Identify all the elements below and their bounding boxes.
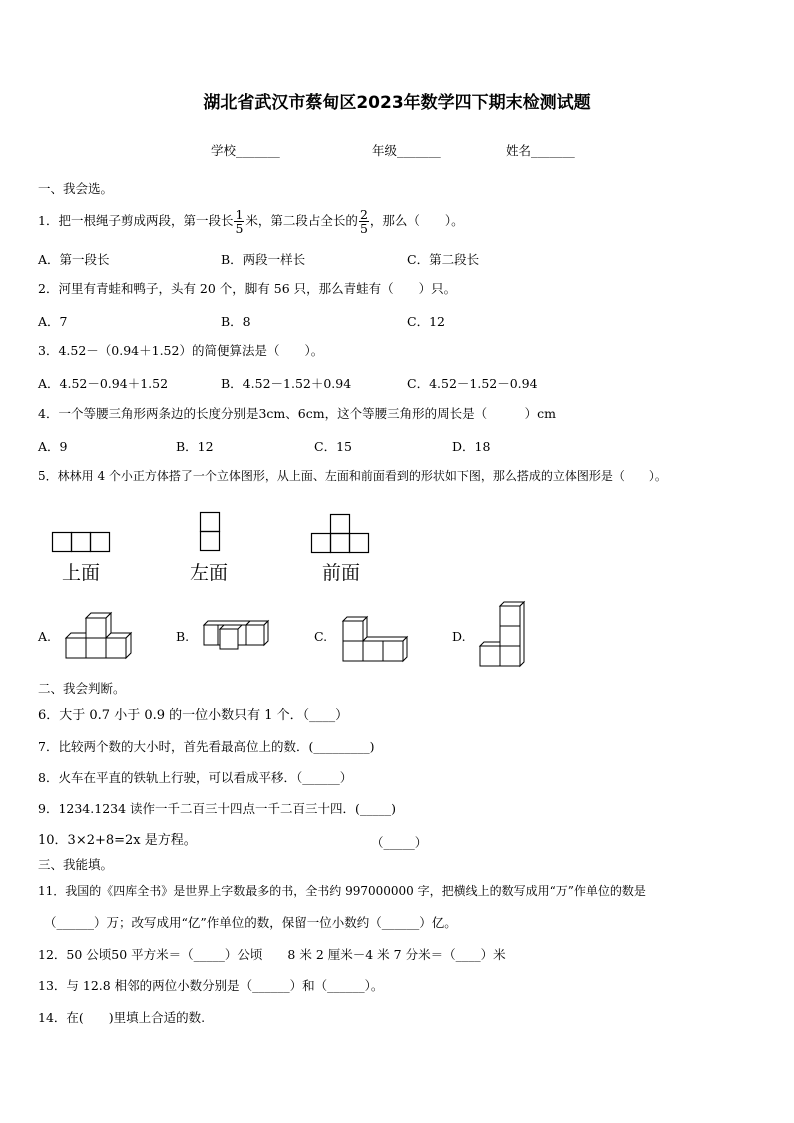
question-1 [38,204,464,238]
school-field[interactable]: 学校_______ [211,143,280,158]
question-9: 9．1234.1234 读作一千二百三十四点一千二百三十四．(_____) [38,801,397,816]
q5-option-a-label[interactable]: A. [38,629,52,644]
q4-option-a[interactable]: A．9 [38,439,68,454]
top-view-diagram [52,532,112,552]
question-11-line-1: 11．我国的《四库全书》是世界上字数最多的书，全书约 997000000 字，把横线上的数写成用“万”作单位的数是 [38,884,646,898]
question-4: 4．一个等腰三角形两条边的长度分别是3cm、6cm，这个等腰三角形的周长是（ ）cm [38,406,556,421]
section-3-heading: 三、我能填。 [38,857,114,872]
q2-option-c[interactable]: C．12 [407,314,445,329]
q5-option-d-label[interactable]: D. [452,629,466,644]
q3-option-b[interactable]: B．4.52－1.52＋0.94 [221,376,352,391]
left-view-label: 左面 [190,562,229,584]
question-7: 7．比较两个数的大小时，首先看最高位上的数．(_________) [38,739,375,754]
cube-figure-a[interactable] [62,613,132,659]
top-view-label: 上面 [62,562,101,584]
question-10: 10．3×2+8=2x 是方程。 [38,833,197,848]
q2-option-b[interactable]: B．8 [221,314,251,329]
question-3: 3．4.52－（0.94＋1.52）的简便算法是（ ）。 [38,343,324,358]
question-5: 5．林林用 4 个小正方体搭了一个立体图形，从上面、左面和前面看到的形状如下图，那么搭成的立体图形是（ ）。 [38,469,667,483]
question-10-blank[interactable]: （_____） [371,835,428,850]
question-2: 2．河里有青蛙和鸭子，头有 20 个，脚有 56 只，那么青蛙有（ ）只。 [38,281,457,296]
page-title: 湖北省武汉市蔡甸区2023年数学四下期末检测试题 [203,93,591,113]
q4-option-c[interactable]: C．15 [314,439,352,454]
q4-option-b[interactable]: B．12 [176,439,214,454]
front-view-diagram [311,514,371,554]
section-2-heading: 二、我会判断。 [38,681,126,696]
left-view-diagram [200,512,220,552]
q5-option-b-label[interactable]: B. [176,629,190,644]
section-1-heading: 一、我会选。 [38,181,114,196]
q3-option-a[interactable]: A．4.52－0.94＋1.52 [38,376,169,391]
cube-figure-d[interactable] [479,602,527,668]
question-14: 14．在( )里填上合适的数. [38,1010,206,1025]
question-8: 8．火车在平直的铁轨上行驶，可以看成平移．（______） [38,770,353,785]
front-view-label: 前面 [322,562,361,584]
name-field[interactable]: 姓名_______ [506,143,575,158]
grade-field[interactable]: 年级_______ [372,143,441,158]
fraction-2-5: $\frac{2}{5}$ [359,207,368,236]
q1-option-b[interactable]: B．两段一样长 [221,252,306,267]
q1-option-c[interactable]: C．第二段长 [407,252,480,267]
q1-text-a: 1．把一根绳子剪成两段，第一段长 [38,213,234,228]
fraction-1-5: $\frac{1}{5}$ [235,207,244,236]
q1-text-b: 米，第二段占全长的 [245,213,358,228]
question-6: 6．大于 0.7 小于 0.9 的一位小数只有 1 个．（____） [38,708,349,723]
cube-figure-b[interactable] [203,621,271,651]
q2-option-a[interactable]: A．7 [38,314,68,329]
q4-option-d[interactable]: D．18 [452,439,491,454]
cube-figure-c[interactable] [342,616,410,662]
q5-option-c-label[interactable]: C. [314,629,328,644]
q1-option-a[interactable]: A．第一段长 [38,252,110,267]
question-11-line-2: （______）万；改写成用“亿”作单位的数，保留一位小数约（______）亿。 [44,915,457,930]
question-12: 12．50 公顷50 平方米＝（_____）公顷 8 米 2 厘米－4 米 7 分米＝（____）米 [38,947,506,962]
q1-text-c: ，那么（ ）。 [369,213,464,228]
q3-option-c[interactable]: C．4.52－1.52－0.94 [407,376,538,391]
question-13: 13．与 12.8 相邻的两位小数分别是（______）和（______）。 [38,978,384,993]
